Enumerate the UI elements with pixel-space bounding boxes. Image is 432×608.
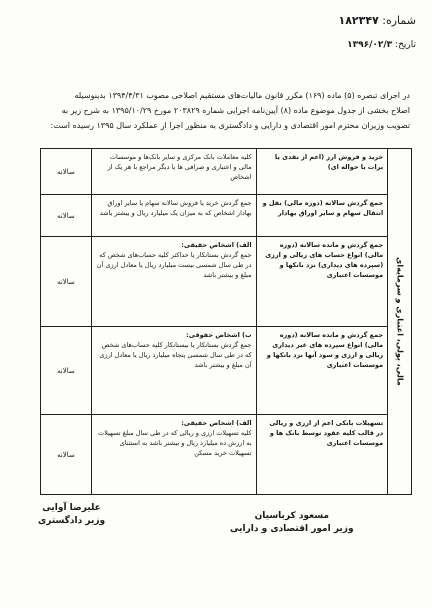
period-cell: سالانه xyxy=(41,195,92,237)
intro-paragraph xyxy=(22,88,410,133)
table-row xyxy=(41,415,412,495)
period-cell: سالانه xyxy=(41,415,92,495)
item-cell: خرید و فروش ارز (اعم از نقدی یا برات یا حواله ای) xyxy=(256,149,388,195)
item-cell: تسهیلات بانکی اعم از ارزی و ریالی در قالب کلیه عقود توسط بانک ها و موسسات اعتباری xyxy=(256,415,388,495)
intro-line: تصویب وزیران محترم امور اقتصادی و دارایی و دادگستری به منظور اجرا از عملکرد سال ۱۳۹۵ رسیده است: xyxy=(50,121,410,130)
period-cell: سالانه xyxy=(41,327,92,415)
period-cell: سالانه xyxy=(41,149,92,195)
signature-justice-minister xyxy=(38,502,105,528)
signatory-name: علیرضا آوایی xyxy=(42,503,101,513)
desc-text: کلیه تسهیلات ارزی و ریالی که در طی سال مبلغ تسهیلات به ارزش ده میلیارد ریال و بیشتر باشد به استثنای تسهیلات خرید مسکن xyxy=(98,429,252,457)
table-row xyxy=(41,237,412,327)
desc-subtitle: الف) اشخاص حقیقی: xyxy=(181,241,252,249)
desc-cell xyxy=(91,415,256,495)
regulation-table xyxy=(40,148,412,495)
intro-line: اصلاح بخشی از جدول موضوع ماده (۸) آیین‌نامه اجرایی شماره ۲۰۳۸۲۹ مورخ ۱۳۹۵/۱۰/۲۹ به شرح زیر به xyxy=(61,106,410,115)
letter-number: شماره: ۱۸۲۳۴۷ xyxy=(338,14,416,27)
signature-economy-minister xyxy=(230,510,354,536)
item-cell: جمع گردش و مانده سالانه (دوره مالی) انواع حساب های ریالی و ارزی (سپرده های دیداری) نزد بانکها و موسسات اعتباری xyxy=(256,237,388,327)
table-row xyxy=(41,195,412,237)
number-label: شماره xyxy=(385,14,416,27)
signatory-title: وزیر امور اقتصادی و دارایی xyxy=(230,524,354,534)
desc-cell xyxy=(91,327,256,415)
number-value: ۱۸۲۳۴۷ xyxy=(338,14,379,27)
period-cell: سالانه xyxy=(41,237,92,327)
signatory-title: وزیر دادگستری xyxy=(38,516,106,526)
table-row xyxy=(41,327,412,415)
desc-text: جمع گردش بستانکار یا حداکثر کلیه حساب‌های شخص که در طی سال شمسی بیست میلیارد ریال یا معادل ارزی آن مبلغ و بیشتر باشد xyxy=(96,251,252,279)
intro-line: در اجرای تبصره (۵) ماده (۱۶۹) مکرر قانون مالیات‌های مستقیم اصلاحی مصوب ۱۳۹۴/۴/۳۱ بدینوسیله xyxy=(74,91,410,100)
desc-subtitle: ب) اشخاص حقوقی: xyxy=(186,331,252,339)
desc-cell: جمع گردش خرید یا فروش سالانه سهام یا سایر اوراق بهادار اشخاص که به میزان یک میلیارد ریال و بیشتر باشد xyxy=(91,195,256,237)
desc-cell xyxy=(91,237,256,327)
table-row xyxy=(41,149,412,195)
item-cell: جمع گردش سالانه (دوره مالی) نقل و انتقال سهام و سایر اوراق بهادار xyxy=(256,195,388,237)
category-cell: مالی، پولی، اعتباری و سرمایه‌ای xyxy=(388,149,412,495)
desc-text: جمع گردش بستانکار یا بیستانکار کلیه حساب‌های شخص که در طی سال شمسی پنجاه میلیارد ریال یا معادل ارزی آن مبلغ و بیشتر باشد xyxy=(99,341,252,369)
desc-subtitle: الف) اشخاص حقیقی: xyxy=(181,419,252,427)
signatory-name: مسعود کرباسیان xyxy=(254,511,329,521)
date-label: تاریخ xyxy=(398,40,416,50)
date-value: ۱۳۹۶/۰۲/۳ xyxy=(347,40,393,50)
letter-date: تاریخ: ۱۳۹۶/۰۲/۳ xyxy=(347,40,416,50)
desc-cell: کلیه معاملات بانک مرکزی و سایر بانک‌ها و موسسات مالی و اعتباری و صرافی ها یا دیگر مراجع با هر یک از اشخاص xyxy=(91,149,256,195)
item-cell: جمع گردش و مانده سالانه (دوره مالی) انواع سپرده های غیر دیداری ریالی و ارزی و سود آنها نزد بانکها و موسسات اعتباری xyxy=(256,327,388,415)
